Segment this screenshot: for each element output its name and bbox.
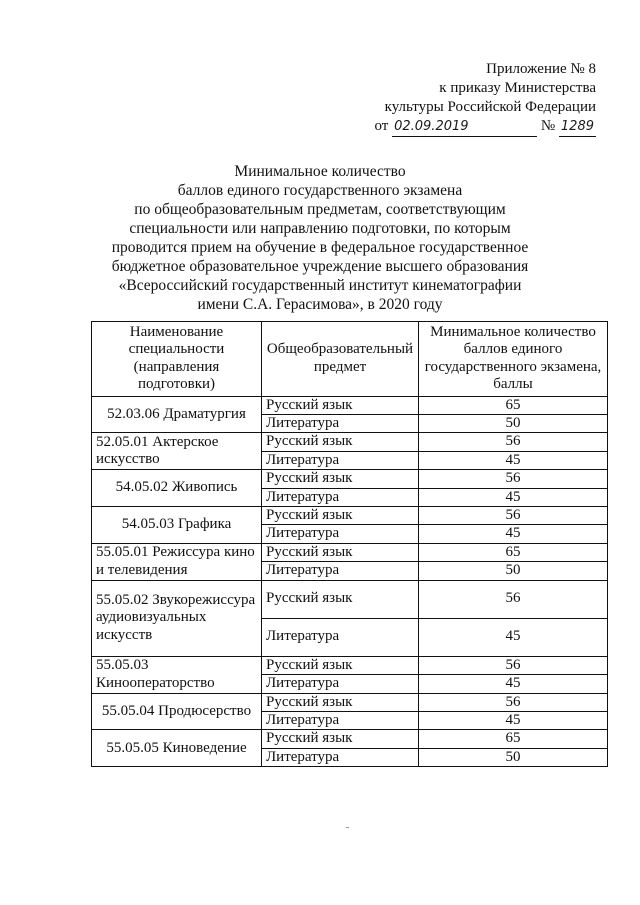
table-row bbox=[92, 507, 608, 525]
header-specialty: Наименование специальности (направления подготовки) bbox=[92, 322, 262, 397]
appendix-title: Приложение № 8 bbox=[486, 61, 596, 77]
document-title bbox=[100, 162, 540, 314]
appendix-block bbox=[360, 60, 596, 137]
header-subject: Общеобразовательный предмет bbox=[262, 322, 419, 397]
specialty-cell: 54.05.02 Живопись bbox=[92, 470, 262, 507]
subject-cell: Литература bbox=[262, 675, 419, 693]
subject-cell: Русский язык bbox=[262, 433, 419, 451]
score-cell: 56 bbox=[419, 693, 608, 711]
subject-cell: Русский язык bbox=[262, 693, 419, 711]
subject-cell: Русский язык bbox=[262, 470, 419, 488]
order-date-field bbox=[392, 117, 537, 137]
title-line: имени С.А. Герасимова», в 2020 году bbox=[197, 296, 443, 313]
specialty-cell: 54.05.03 Графика bbox=[92, 507, 262, 544]
subject-cell: Литература bbox=[262, 748, 419, 766]
table-row bbox=[92, 693, 608, 711]
table-row bbox=[92, 543, 608, 561]
subject-cell: Русский язык bbox=[262, 507, 419, 525]
subject-cell: Литература bbox=[262, 562, 419, 580]
score-cell: 45 bbox=[419, 618, 608, 656]
subject-cell: Литература bbox=[262, 488, 419, 506]
subject-cell: Литература bbox=[262, 618, 419, 656]
specialty-cell: 55.05.01 Режиссура кино и телевидения bbox=[92, 543, 262, 580]
appendix-ministry: культуры Российской Федерации bbox=[384, 99, 596, 115]
score-cell: 45 bbox=[419, 488, 608, 506]
specialty-cell: 55.05.04 Продюсерство bbox=[92, 693, 262, 730]
score-cell: 56 bbox=[419, 580, 608, 618]
score-cell: 50 bbox=[419, 415, 608, 433]
table-row bbox=[92, 470, 608, 488]
order-date-handwritten: 02.09.2019 bbox=[394, 119, 469, 134]
order-number-field bbox=[559, 117, 596, 137]
score-cell: 65 bbox=[419, 730, 608, 748]
specialty-cell: 52.05.01 Актерское искусство bbox=[92, 433, 262, 470]
subject-cell: Русский язык bbox=[262, 656, 419, 674]
order-date-number-line bbox=[360, 117, 596, 137]
score-cell: 45 bbox=[419, 451, 608, 469]
table-row bbox=[92, 656, 608, 674]
table-row bbox=[92, 396, 608, 414]
subject-cell: Русский язык bbox=[262, 396, 419, 414]
table-row bbox=[92, 730, 608, 748]
score-cell: 56 bbox=[419, 470, 608, 488]
title-line: Минимальное количество bbox=[234, 163, 406, 180]
score-cell: 45 bbox=[419, 675, 608, 693]
title-line: по общеобразовательным предметам, соответствующим bbox=[134, 201, 506, 218]
score-cell: 45 bbox=[419, 525, 608, 543]
title-line: проводится прием на обучение в федеральное государственное bbox=[111, 239, 529, 256]
score-cell: 50 bbox=[419, 562, 608, 580]
number-label: № bbox=[540, 118, 556, 134]
subject-cell: Русский язык bbox=[262, 580, 419, 618]
title-line: специальности или направлению подготовки, по которым bbox=[129, 220, 511, 237]
table-row bbox=[92, 433, 608, 451]
specialty-cell: 55.05.03 Кинооператорство bbox=[92, 656, 262, 693]
from-label: от bbox=[374, 118, 389, 134]
title-line: баллов единого государственного экзамена bbox=[177, 182, 463, 199]
scan-speck bbox=[346, 827, 349, 828]
order-number-handwritten: 1289 bbox=[560, 119, 594, 134]
title-line: «Всероссийский государственный институт кинематографии bbox=[118, 277, 522, 294]
score-cell: 65 bbox=[419, 543, 608, 561]
subject-cell: Литература bbox=[262, 711, 419, 729]
table-header-row bbox=[92, 322, 608, 397]
score-cell: 56 bbox=[419, 507, 608, 525]
min-scores-table bbox=[91, 321, 608, 767]
score-cell: 45 bbox=[419, 711, 608, 729]
specialty-cell: 55.05.02 Звукорежиссура аудиовизуальных искусств bbox=[92, 580, 262, 656]
score-cell: 56 bbox=[419, 656, 608, 674]
specialty-cell: 55.05.05 Киноведение bbox=[92, 730, 262, 767]
table-row bbox=[92, 580, 608, 618]
subject-cell: Русский язык bbox=[262, 543, 419, 561]
subject-cell: Литература bbox=[262, 451, 419, 469]
specialty-cell: 52.03.06 Драматургия bbox=[92, 396, 262, 433]
score-cell: 50 bbox=[419, 748, 608, 766]
score-cell: 56 bbox=[419, 433, 608, 451]
subject-cell: Русский язык bbox=[262, 730, 419, 748]
subject-cell: Литература bbox=[262, 525, 419, 543]
header-min-score: Минимальное количество баллов единого государственного экзамена, баллы bbox=[419, 322, 608, 397]
title-line: бюджетное образовательное учреждение высшего образования bbox=[111, 258, 529, 275]
score-cell: 65 bbox=[419, 396, 608, 414]
subject-cell: Литература bbox=[262, 415, 419, 433]
appendix-order-ref: к приказу Министерства bbox=[439, 80, 596, 96]
